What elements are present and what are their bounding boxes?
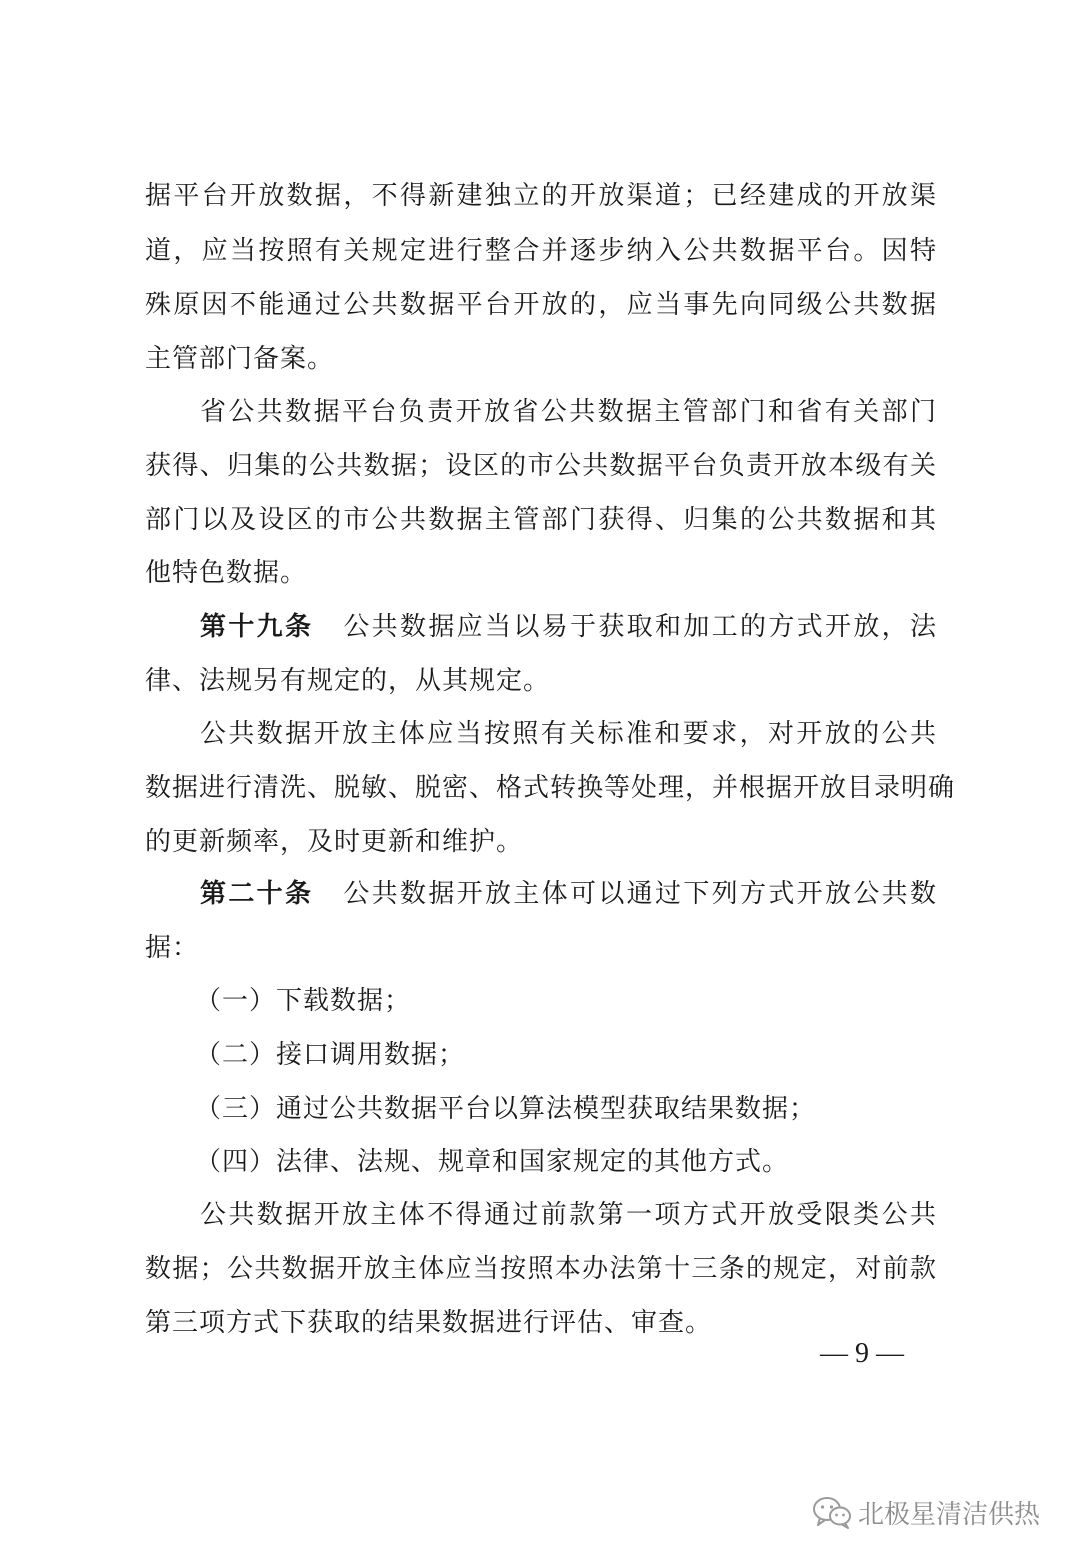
- article-20-line-1: [200, 874, 937, 914]
- list-item-3: （三）通过公共数据平台以算法模型获取结果数据；: [195, 1094, 817, 1124]
- list-item-2: （二）接口调用数据；: [195, 1040, 466, 1070]
- paragraph-1-line-4: 主管部门备案。: [145, 344, 335, 374]
- paragraph-4-line-3: 第三项方式下获取的结果数据进行评估、审查。: [145, 1308, 713, 1338]
- paragraph-4-line-2: 数据；公共数据开放主体应当按照本办法第十三条的规定，对前款: [145, 1254, 937, 1284]
- paragraph-3-line-1: 公共数据开放主体应当按照有关标准和要求，对开放的公共: [200, 719, 937, 749]
- article-19-line-2: 律、法规另有规定的，从其规定。: [145, 666, 551, 696]
- article-19-title: 第十九条: [200, 612, 314, 642]
- list-item-1: （一）下载数据；: [195, 986, 412, 1016]
- page-number: — 9 —: [820, 1338, 904, 1369]
- paragraph-4-line-1: 公共数据开放主体不得通过前款第一项方式开放受限类公共: [200, 1200, 937, 1230]
- paragraph-1-line-1: 据平台开放数据，不得新建独立的开放渠道；已经建成的开放渠: [145, 181, 937, 211]
- paragraph-2-line-1: 省公共数据平台负责开放省公共数据主管部门和省有关部门: [200, 397, 937, 427]
- paragraph-3-line-2: 数据进行清洗、脱敏、脱密、格式转换等处理，并根据开放目录明确: [145, 773, 956, 803]
- article-20-line-2: 据：: [145, 933, 200, 963]
- article-19-text: 公共数据应当以易于获取和加工的方式开放，法: [343, 612, 937, 642]
- article-19-line-1: [200, 607, 937, 647]
- watermark-text: 北极星清洁供热: [858, 1499, 1041, 1530]
- article-20-title: 第二十条: [200, 879, 314, 909]
- paragraph-3-line-3: 的更新频率，及时更新和维护。: [145, 827, 524, 857]
- wechat-icon: [812, 1495, 852, 1529]
- paragraph-2-line-3: 部门以及设区的市公共数据主管部门获得、归集的公共数据和其: [145, 505, 937, 535]
- paragraph-2-line-2: 获得、归集的公共数据；设区的市公共数据平台负责开放本级有关: [145, 451, 937, 481]
- paragraph-2-line-4: 他特色数据。: [145, 558, 308, 588]
- paragraph-1-line-2: 道，应当按照有关规定进行整合并逐步纳入公共数据平台。因特: [145, 236, 937, 266]
- article-20-text: 公共数据开放主体可以通过下列方式开放公共数: [343, 879, 937, 909]
- watermark: [812, 1492, 1040, 1532]
- list-item-4: （四）法律、法规、规章和国家规定的其他方式。: [195, 1147, 790, 1177]
- paragraph-1-line-3: 殊原因不能通过公共数据平台开放的，应当事先向同级公共数据: [145, 290, 937, 320]
